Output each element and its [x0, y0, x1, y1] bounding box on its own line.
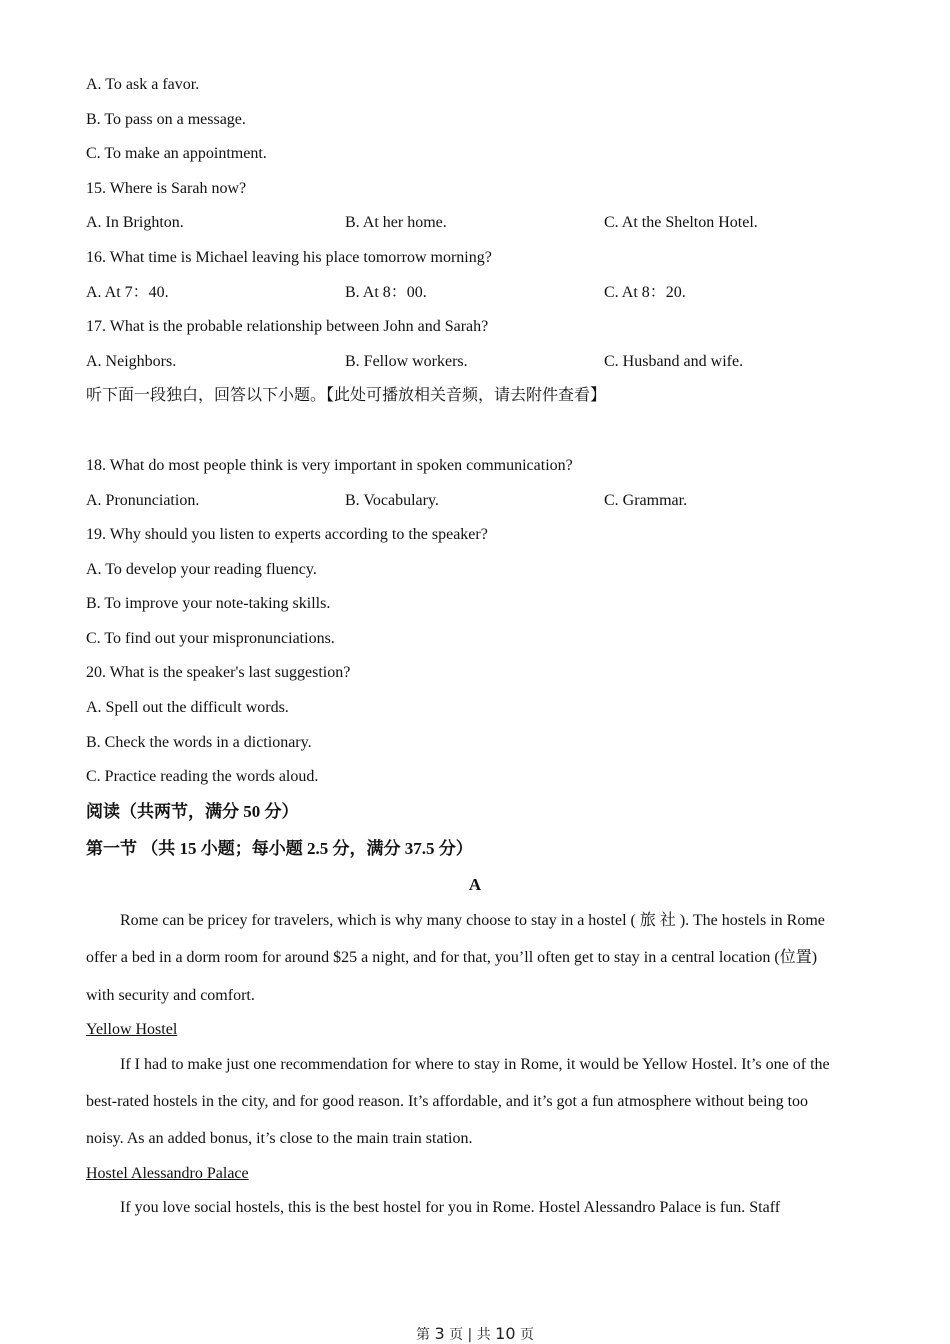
intro-line: offer a bed in a dorm room for around $25 a night, and for that, you’ll often get to stay in a central location (位置) — [86, 949, 818, 966]
q19-option-b: B. To improve your note-taking skills. — [86, 595, 331, 612]
intro-line: Rome can be pricey for travelers, which is why many choose to stay in a hostel ( 旅 社 ). The hostels in Rome — [120, 912, 825, 929]
hostel-heading-yellow: Yellow Hostel — [86, 1021, 178, 1038]
q17-option-c: C. Husband and wife. — [604, 353, 744, 370]
total-pages: 10 — [495, 1324, 516, 1343]
q18-option-a: A. Pronunciation. — [86, 492, 200, 509]
page-footer — [0, 1324, 950, 1344]
q20-question: 20. What is the speaker's last suggestion? — [86, 664, 351, 681]
q14-option-a: A. To ask a favor. — [86, 76, 200, 93]
footer-mid: 页 | 共 — [449, 1327, 491, 1343]
hostel1-line: If I had to make just one recommendation for where to stay in Rome, it would be Yellow Hostel. It’s one of the — [120, 1056, 830, 1073]
q18-option-b: B. Vocabulary. — [345, 492, 439, 509]
q18-option-c: C. Grammar. — [604, 492, 688, 509]
q15-option-c: C. At the Shelton Hotel. — [604, 214, 758, 231]
q14-option-b: B. To pass on a message. — [86, 111, 246, 128]
q17-question: 17. What is the probable relationship between John and Sarah? — [86, 318, 489, 335]
q16-question: 16. What time is Michael leaving his place tomorrow morning? — [86, 249, 492, 266]
section-heading: 第一节 （共 15 小题；每小题 2.5 分，满分 37.5 分） — [86, 839, 473, 858]
passage-title: A — [468, 875, 482, 894]
q14-option-c: C. To make an appointment. — [86, 145, 267, 162]
q20-option-c: C. Practice reading the words aloud. — [86, 768, 319, 785]
q19-question: 19. Why should you listen to experts according to the speaker? — [86, 526, 488, 543]
q16-option-c: C. At 8：20. — [604, 284, 686, 301]
intro-line: with security and comfort. — [86, 987, 255, 1004]
q15-option-b: B. At her home. — [345, 214, 447, 231]
footer-prefix: 第 — [416, 1327, 430, 1343]
q18-question: 18. What do most people think is very important in spoken communication? — [86, 457, 573, 474]
q20-option-b: B. Check the words in a dictionary. — [86, 734, 312, 751]
hostel1-line: noisy. As an added bonus, it’s close to the main train station. — [86, 1130, 473, 1147]
footer-suffix: 页 — [519, 1327, 534, 1343]
q17-option-a: A. Neighbors. — [86, 353, 177, 370]
hostel2-line: If you love social hostels, this is the best hostel for you in Rome. Hostel Alessandro Palace is fun. Staff — [120, 1199, 781, 1216]
hostel1-line: best-rated hostels in the city, and for good reason. It’s affordable, and it’s got a fun atmosphere without being too — [86, 1093, 809, 1110]
q15-question: 15. Where is Sarah now? — [86, 180, 247, 197]
monologue-instruction: 听下面一段独白，回答以下小题。【此处可播放相关音频，请去附件查看】 — [86, 387, 607, 404]
q17-option-b: B. Fellow workers. — [345, 353, 468, 370]
reading-heading: 阅读（共两节，满分 50 分） — [86, 802, 299, 821]
q19-option-a: A. To develop your reading fluency. — [86, 561, 317, 578]
q16-option-a: A. At 7：40. — [86, 284, 169, 301]
hostel-heading-alessandro: Hostel Alessandro Palace — [86, 1165, 249, 1182]
q16-option-b: B. At 8：00. — [345, 284, 427, 301]
q19-option-c: C. To find out your mispronunciations. — [86, 630, 335, 647]
q15-option-a: A. In Brighton. — [86, 214, 184, 231]
q20-option-a: A. Spell out the difficult words. — [86, 699, 289, 716]
current-page-number: 3 — [434, 1324, 445, 1343]
